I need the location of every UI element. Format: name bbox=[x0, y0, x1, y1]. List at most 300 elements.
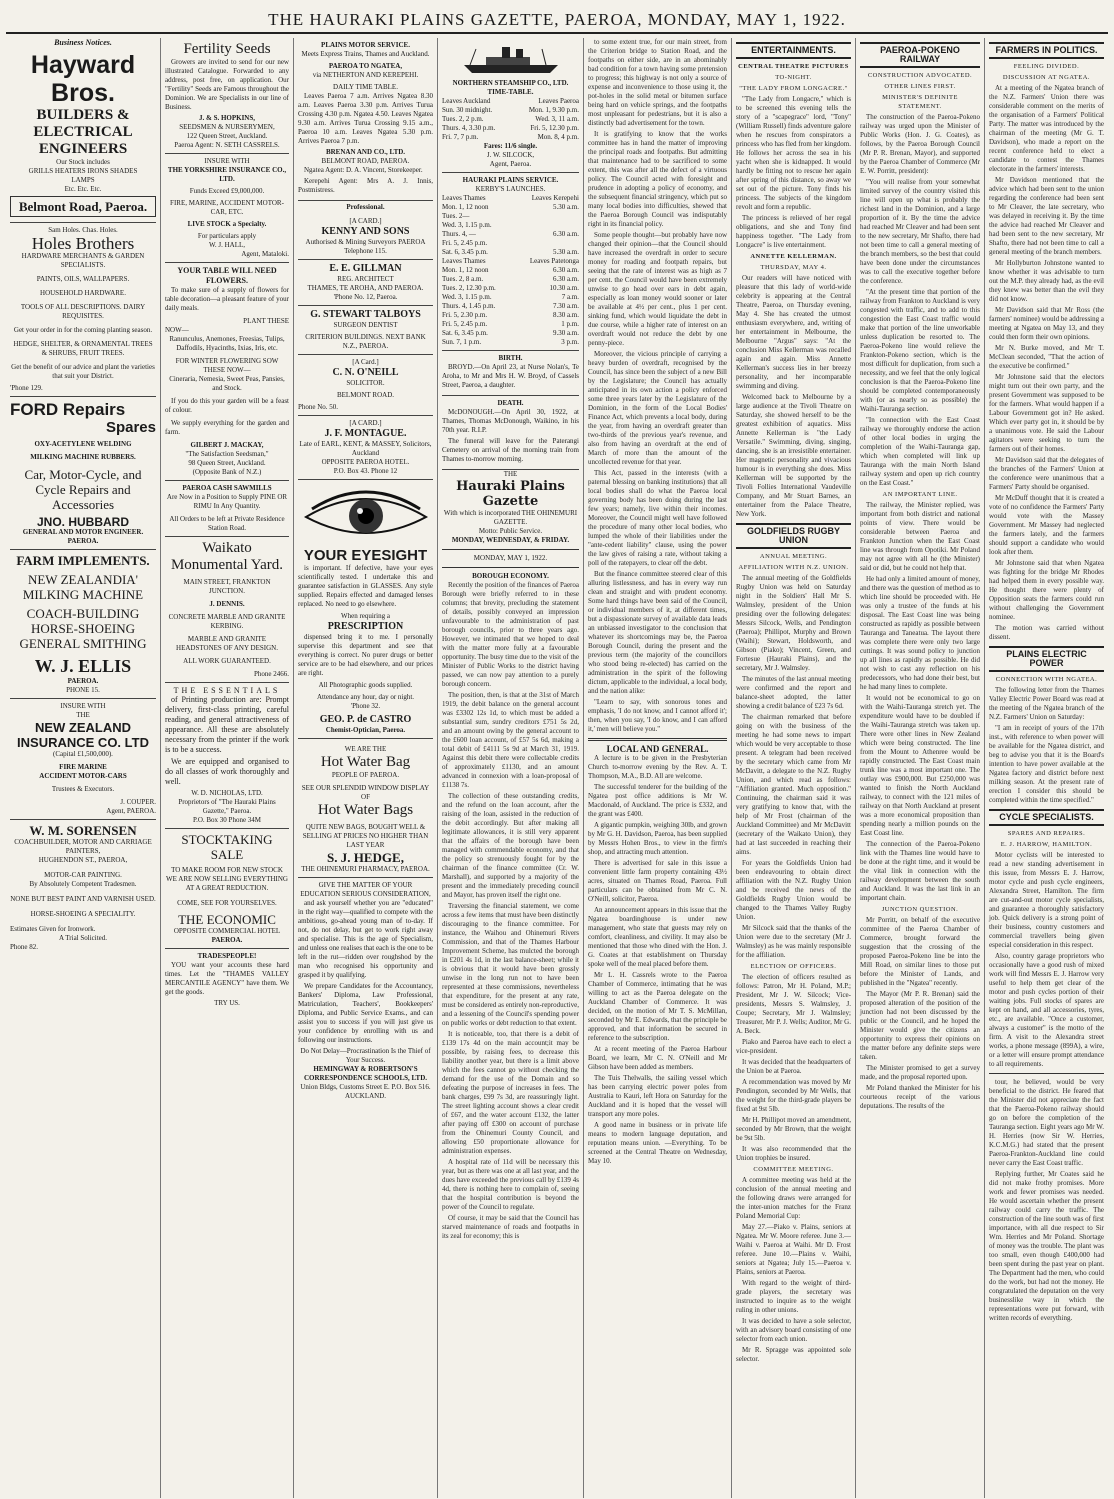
card-l2: Telephone 115. bbox=[344, 247, 387, 255]
flowers-winter: FOR WINTER FLOWERING SOW THESE NOW— bbox=[175, 357, 279, 374]
eye-l2: PRESCRIPTION bbox=[327, 621, 404, 632]
rugby-heading: GOLDFIELDS RUGBY UNION bbox=[736, 523, 851, 549]
rail-para: Mr Poland thanked the Minister for his courteous receipt of the various deputations. The results of the bbox=[860, 1084, 980, 1110]
stock-l4: PAEROA. bbox=[211, 936, 243, 944]
stock-economic: THE ECONOMIC bbox=[178, 912, 276, 927]
timetable-cell: Tues. 2— bbox=[442, 212, 470, 220]
timetable-row bbox=[442, 311, 579, 320]
editorial-continued bbox=[588, 38, 727, 734]
farm-name: W. J. ELLIS bbox=[34, 656, 132, 676]
motor-l7: Ngatea Agent: D. A. Vincent, Storekeeper. bbox=[304, 166, 423, 174]
farmers-sub2: DISCUSSION AT NGATEA. bbox=[1002, 74, 1091, 81]
insure-l1: INSURE WITH bbox=[60, 702, 106, 710]
columns bbox=[6, 38, 1108, 1498]
hayward-line2: ELECTRICAL bbox=[33, 124, 133, 140]
flowers-list2: Cineraria, Nemesia, Sweet Peas, Pansies, and Stock. bbox=[169, 375, 285, 392]
farmers-heading: FARMERS IN POLITICS. bbox=[989, 42, 1104, 59]
rugby-sub: ANNUAL MEETING. bbox=[759, 553, 828, 560]
education-ad bbox=[298, 878, 433, 1104]
timetable-row bbox=[442, 248, 579, 257]
card-kenny bbox=[298, 214, 433, 260]
card-l1: REG. ARCHITECT bbox=[337, 275, 394, 283]
fert-title: Fertility Seeds bbox=[183, 41, 271, 57]
eye-l5: Chemist-Optician, Paeroa. bbox=[325, 726, 406, 734]
timetable-row bbox=[442, 320, 579, 329]
waikato-name: J. DENNIS. bbox=[209, 600, 245, 608]
eyesight-ad bbox=[298, 480, 433, 739]
hayward-ad bbox=[10, 48, 156, 223]
annette-date: THURSDAY, MAY 4. bbox=[760, 264, 827, 271]
sorensen-l2: HUGHENDON ST., PAEROA, bbox=[38, 856, 128, 864]
hayward-address: Belmont Road, Paeroa. bbox=[10, 196, 156, 217]
edu-title: GIVE THE MATTER OF YOUR EDUCATION SERIOUS CONSIDERATION, bbox=[300, 881, 431, 898]
farm-l1: NEW ZEALANDIA' MILKING MACHINE bbox=[22, 572, 144, 602]
rugby-para: The election of officers resulted as follows: Patron, Mr H. Poland, M.P.; President, Mr J. W. Silcock; Vice-presidents, Messrs S. Walmsley, J. Coupe; Secretary, Mr J. Walmsley; Treasurer, Mr P. J. Wells; Auditor, Mr G. A. Beck. bbox=[736, 973, 851, 1035]
annette-para: Welcomed back to Melbourne by a large audience at the Tivoli Theatre on Saturday, she showed herself to be the greatest exhibition of aquatics. Miss Annette Kellerman is "the Lady Versatile." Swimming, diving, singing, dancing, she is an irresistible entertainer. Her magnetic personality and vivacious humour is in everything she does. Miss Kellerman will be supported by the Tivoli Follies International Vaudeville Company, and Mr Stuart Barnes, an entertainer from the Palace Theatre, New York. bbox=[736, 393, 851, 518]
timetable-cell: Mon. 8, 4 p.m. bbox=[537, 133, 579, 141]
yorkshire-ad bbox=[165, 154, 289, 263]
timetable-cell: 6.30 a.m. bbox=[552, 266, 579, 274]
motor-l8: Kerepehi Agent: Mrs A. J. Innis, Postmistress. bbox=[298, 177, 433, 194]
local-para: The Tuis Thelwalls, the sailing vessel which has been carrying electric power poles from Australia to Kauri, left Hora on Saturday for the Auckland and it is hoped that the vessel will transport any more poles. bbox=[588, 1074, 727, 1118]
ship-agent2: Agent, Paeroa. bbox=[489, 160, 532, 168]
timetable-cell: Sat. 6, 3.45 p.m. bbox=[442, 248, 488, 256]
timetable-cell: Thurs. 4, — bbox=[442, 230, 476, 238]
sorensen-l7: Estimates Given for Ironwork. bbox=[10, 925, 96, 933]
motor-l4: DAILY TIME TABLE. bbox=[333, 83, 398, 91]
hwb-name: S. J. HEDGE, bbox=[327, 850, 404, 865]
waikato-phone: Phone 2466. bbox=[254, 670, 289, 678]
rugby-para: The annual meeting of the Goldfields Rugby Union was held on Saturday night in the Soldiers' Hall Mr S. Walmsley, president of the Union presiding over the following delegates: Messrs Silcock, Wells, and Pendington (Paeroa); Phillipot, Murphy and Brown (Waihi); Stewart, Holdsworth, and Gibson (Piako); Vincent, Green, and Fortesue (Hauraki Plains), and the secretary, Mr J. Walmsley. bbox=[736, 574, 851, 672]
flowers-l2: We supply everything for the garden and farm. bbox=[165, 419, 289, 436]
hps-header-row bbox=[442, 194, 579, 203]
timetable-cell: 7.30 a.m. bbox=[552, 302, 579, 310]
motor-title: PLAINS MOTOR SERVICE. bbox=[321, 41, 410, 49]
rail-para: The construction of the Paeroa-Pokeno railway was urged upon the Minister of Public Works (Hon. J. G. Coates), as follows, by the Paeroa Borough Council (Mr P. R. Brenan, Mayor), and supported by the Paeroa Chamber of Commerce (Mr E. W. Porritt, president): bbox=[860, 113, 980, 175]
ford-l5: PAEROA. bbox=[67, 537, 99, 545]
editorial-para: Moreover, the vicious principle of carrying a heavy burden of overdraft, recognised by the Council, has since been the subject of a new Bill by the Legislature; the Council has actually anticipated in its own action a policy enforced some three years later by the Legislature of the Dominion, in the form of the Local Bodies' Finance Act, which prevents a local body, during the year, from having an overdraft greater than two-thirds of the previous year's revenue, and also from having an overdraft at the end of March of more than the amount of the uncollected revenue for that year. bbox=[588, 350, 727, 466]
waikato-title: Waikato Monumental Yard. bbox=[170, 540, 284, 573]
nz-insurance-ad bbox=[10, 699, 156, 820]
holes-l3: HOUSEHOLD HARDWARE. bbox=[40, 289, 126, 297]
timetable-row bbox=[442, 275, 579, 284]
farm-l3: PAEROA. bbox=[67, 677, 99, 685]
timetable-row bbox=[442, 115, 579, 124]
local-para: Mr L. H. Cassrels wrote to the Paeroa Chamber of Commerce, intimating that he was willing to act as the Paeroa delegate on the Auckland Chamber of Commerce. It was decided, on the motion of Mr T. S. McMillan, seconded by Mr E. Edwards, that the principle be approved, and that information be secured in reference to the subscription. bbox=[588, 971, 727, 1042]
power-para: The following letter from the Thames Valley Electric Power Board was read at the meeting of the Ngatea branch of the N.Z. Farmers' Union on Saturday: bbox=[989, 686, 1104, 721]
hwb-l2: PEOPLE OF PAEROA. bbox=[331, 771, 400, 779]
motor-body: Leaves Paeroa 7 a.m. Arrives Ngatea 8.30 a.m. Leaves Paeroa 3.30 p.m. Arrives Turua Crossing 4.30 p.m. Ngatea 4.50. Leaves Ngatea 9.30 a.m. Arrives Turua Crossing 9.15 a.m., Paeroa 10 a.m. Leaves Ngatea 5.30 p.m. Arrives Paeroa 7 p.m. bbox=[298, 92, 433, 145]
tradespeople-ad bbox=[165, 949, 289, 1011]
card-tag: [A CARD.] bbox=[349, 419, 382, 427]
hwb-l1: WE ARE THE bbox=[344, 745, 387, 753]
editorial-header bbox=[442, 470, 579, 581]
sorensen-ad bbox=[10, 820, 156, 955]
motor-l3: via NETHERTON AND KEREPEHI. bbox=[312, 71, 419, 79]
timetable-cell: Mon. 1, 12 noon bbox=[442, 203, 489, 211]
timetable-cell: Fri. 5, 2.30 p.m. bbox=[442, 311, 488, 319]
timetable-cell: Sun. 7, 1 p.m. bbox=[442, 338, 482, 346]
flowers-body: To make sure of a supply of flowers for table decoration—a pleasant feature of your daily meals. bbox=[165, 286, 289, 312]
editorial-para: It is gratifying to know that the works committee has in hand the matter of improving the principal roads and footpaths. But admitting that maintenance had to be sacrificed to some extent, this was after all the defect of a virtuous policy. The Council acted with foresight and prudence in adopting a policy of economy, and the subsequent financial stringency, which put so many local bodies into difficulties, shewed that the Paeroa Borough Council was indisputably right in its financial policy. bbox=[588, 130, 727, 228]
eye-l3: All Photographic goods supplied. bbox=[318, 681, 413, 689]
ent-para: "The Lady from Longacre," which is to be screened this evening tells the story of a "scapegrace" lord, "Tony" (William Russell) finds adventure galore when he rescues from conspirators a princess who has fled from her kingdom. He follows her across the sea in his yacht when she is kidnapped. It would hardly be fitting not to rescue her again after spring of this distance, so away we set out of the picture. Tony finds his princess. The subjects of the kingdom revolt and form a republic. bbox=[736, 95, 851, 211]
cycle-para: Also, country garage proprietors who occasionally have a good rush of mixed work will find Messrs E. J. Harrow very useful to help them get clear of the motor and push cycles portion of their waiting jobs. Full stocks of spares are kept on hand, and all accessories, tyres, etc., are available. "Once a customer, always a customer" is the motto of the firm. A visit to the Alexandra street works, a phone message (899A), a wire, or a letter will ensure prompt attendance to all requirements. bbox=[989, 952, 1104, 1068]
paper-the: THE bbox=[503, 470, 518, 478]
timetable-row bbox=[442, 203, 579, 212]
card-l2: THAMES, TE AROHA, AND PAEROA. bbox=[307, 284, 424, 292]
sorensen-l4: By Absolutely Competent Tradesmen. bbox=[29, 880, 137, 888]
rugby-body bbox=[736, 574, 851, 960]
rugby-para: A recommendation was moved by Mr Pendington, seconded by Mr Wells, that the weight for the third-grade players be fixed at 9st 5lb. bbox=[736, 1078, 851, 1113]
hayward-stock: Our Stock includes bbox=[56, 158, 110, 166]
timetable-cell: Tues. 2, 12.30 p.m. bbox=[442, 284, 496, 292]
rugby-para: The chairman remarked that before going on with the business of the meeting he had some news to impart which would be very acceptable to those present. A telegram had been received by the secretary which came from Mr McDavitt, a delegate to the N.Z. Rugby Union, and which read as follows: "Affiliation granted. Much opposition." Continuing, the chairman said it was very gratifying to know that, with the help of Mr Frost (chairman of the Auckland Committee) and Mr McDavitt (secretary of the Waikato Union), they had at last succeeded in reaching their aims. bbox=[736, 713, 851, 856]
rail-cont-para: Replying further, Mr Coates said he did not make frothy promises. More work and fewer promises was needed. He would ascertain whether the present railway could carry the traffic. The construction of the line south was of first importance, with all due respect to Sir Wm. Herries and Mr Poland. Shortage of money was the trouble. The plant was too small, even though £400,000 had been spent during the past year on plant. The Department had the men, who could do the work, but had not the money. He congratulated the deputation on the very businesslike way in which the representations were put forward, with written records of everything. bbox=[989, 1170, 1104, 1322]
farmers-body bbox=[989, 84, 1104, 642]
rail-para: He had only a limited amount of money, and there was the question of method as to which line should be proceeded with. He was only a trustee of the funds at his disposal. The East Coast line was being constructed as rapidly as possible between Tauranga and Taneatua. The layout there was complete there were only two large cuttings. It was sound policy to junction up all lines as rapidly as possible. He did not wish to cast any reflection on his predecessors, who had done their best, but he had many lines to complete. bbox=[860, 575, 980, 691]
timetable-cell: Sun. 30 midnight. bbox=[442, 106, 493, 114]
rail-imp-body bbox=[860, 501, 980, 903]
flowers-l4: 98 Queen Street, Auckland. bbox=[188, 459, 266, 467]
timetable-cell: Fri. 7, 7 p.m. bbox=[442, 133, 479, 141]
ent-tonight: TO-NIGHT. bbox=[775, 74, 812, 81]
rail-sub: CONSTRUCTION ADVOCATED. bbox=[867, 72, 973, 79]
ford-l4: GENERAL AND MOTOR ENGINEER. bbox=[22, 528, 144, 536]
eye-phone: 'Phone 32. bbox=[350, 702, 381, 710]
editorial-para: Recently the position of the finances of Paeroa Borough were briefly referred to in these columns; that brevity, precluding the statement of details, possibly conveyed an impression unfavourable to the administration of past borough councils, prior to three years ago. However, we intimated that we hoped to deal with the matter more fully at a favourable opportunity. The busy time due to the visit of the Minister of Public Works to the district having passed, we can now pay attention to a purely borough concern. bbox=[442, 581, 579, 688]
insure-l5: Trustees & Executors. bbox=[51, 785, 115, 793]
rugby-comm-body bbox=[736, 1176, 851, 1364]
ent-sub: CENTRAL THEATRE PICTURES bbox=[738, 63, 849, 70]
holes-l1: HARDWARE MERCHANTS & GARDEN SPECIALISTS. bbox=[21, 252, 145, 269]
timetable-cell: Wed. 3, 1.15 p.m. bbox=[442, 221, 492, 229]
column-7 bbox=[856, 38, 985, 1498]
flowers-plant: PLANT THESE bbox=[243, 317, 289, 325]
rugby-para: For years the Goldfields Union had been endeavouring to obtain direct affiliation with the N.Z. Rugby Union and be received the news of the Goldfields Rugby Union would be changed to the Thames Valley Rugby Union. bbox=[736, 859, 851, 921]
timetable-row bbox=[442, 329, 579, 338]
hps-l1: KERBY'S LAUNCHES. bbox=[475, 185, 546, 193]
ford-l3: Car, Motor-Cycle, and Cycle Repairs and Accessories bbox=[24, 467, 142, 512]
ent-body bbox=[736, 95, 851, 250]
rail-sub2: OTHER LINES FIRST. bbox=[884, 83, 956, 90]
sorensen-l1: COACHBUILDER, MOTOR AND CARRIAGE PAINTERS, bbox=[14, 838, 152, 855]
insure-l4: ACCIDENT MOTOR-CARS bbox=[39, 772, 127, 780]
local-para: A lecture is to be given in the Presbyterian Church to-morrow evening by the Rev. A. T. Thompson, M.A., B.D. All are welcome. bbox=[588, 754, 727, 780]
hps-h1: Leaves Thames bbox=[442, 194, 486, 202]
editorial-para: This Act, passed in the interests (with a paternal blessing on banking institutions) that all local bodies shall do what the Paeroa local governing body has been doing during the last few years; namely, live within their incomes. Moreover, the Council might well have followed the procedure of many other local bodies, who lumped the whole of their liabilities under the "ante-cedent liability" clause, using the power the law gives of raising a rate, without taking a poll of the ratepayers, to clear off the debt. bbox=[588, 469, 727, 567]
local-para: A gigantic pumpkin, weighing 30lb, and grown by Mr G. H. Davidson, Paeroa, has been supplied by Messrs Hohen Bros., to view in the firm's shop, and attracting much attention. bbox=[588, 821, 727, 856]
card-gillman bbox=[298, 260, 433, 306]
stock-l2: COME, SEE FOR YOURSELVES. bbox=[177, 899, 277, 907]
timetable-row bbox=[442, 221, 579, 230]
card-name: C. N. O'NEILL bbox=[332, 367, 399, 378]
farm-l2: COACH-BUILDING HORSE-SHOEING GENERAL SMITHING bbox=[19, 606, 147, 651]
card-l2: CRITERION BUILDINGS. NEXT BANK N.Z., PAEROA. bbox=[305, 333, 426, 350]
stock-l3: OPPOSITE COMMERCIAL HOTEL bbox=[173, 927, 281, 935]
flowers-ad bbox=[165, 263, 289, 481]
column-3 bbox=[294, 38, 438, 1498]
timetable-cell: Leaves Patetonga bbox=[529, 257, 579, 265]
hps-h2: Leaves Kerepehi bbox=[531, 194, 579, 202]
paper-date: MONDAY, MAY 1, 1922. bbox=[473, 554, 548, 562]
fert-firm2: SEEDSMEN & NURSERYMEN, bbox=[179, 123, 275, 131]
editorial-body bbox=[442, 581, 579, 1241]
timetable-cell: Leaves Thames bbox=[442, 257, 486, 265]
waikato-monumental-ad bbox=[165, 537, 289, 683]
rugby-para: A committee meeting was held at the conclusion of the annual meeting and the following draws were arranged for the inter-union matches for the Franz Poland Memorial Cup: bbox=[736, 1176, 851, 1220]
sawmills-l1: Are Now in a Position to Supply PINE OR RIMU In Any Quantity. bbox=[166, 493, 288, 510]
birth-notice bbox=[442, 351, 579, 396]
farmers-para: Mr Johnstone said that the electors might turn out their own party, and the present Government was supposed to be for the farmers. What would happen if a Labour Government got in? He asked. Which ever party got in, it should be by a unanimous vote. He said the Labour agitators were seeking to turn the farmers out of their homes. bbox=[989, 373, 1104, 453]
rail-sub3: MINISTER'S DEFINITE STATEMENT. bbox=[882, 94, 958, 110]
steamship-icon bbox=[442, 45, 579, 75]
waikato-l5: ALL WORK GUARANTEED. bbox=[183, 657, 271, 665]
rail-imp-heading: AN IMPORTANT LINE. bbox=[882, 491, 958, 498]
card-tag: [A Card.] bbox=[352, 358, 379, 366]
sorensen-phone: Phone 82. bbox=[10, 943, 38, 951]
timetable-cell: Fri. 5, 12.30 p.m. bbox=[530, 124, 579, 132]
farm-l4: PHONE 15. bbox=[66, 686, 100, 694]
rugby-para: It was decided that the headquarters of the Union be at Paeroa. bbox=[736, 1058, 851, 1075]
holes-phone: 'Phone 129. bbox=[10, 384, 43, 392]
rail-para: The railway, the Minister replied, was important from both district and national points of view. There would be considerable between Paeroa and Frankton Junction when the East Coast line was through from Opotiki. Mr Poland may not agree with all he (the Minister) said or did, but he could not help that. bbox=[860, 501, 980, 572]
ford-ad bbox=[10, 397, 156, 550]
editorial-para: to some extent true, for our main street, from the Criterion bridge to Station Road, and the footpaths on either side, are in an abominably bad condition for a town having some pretension to progress; this highway is not only a source of expense and inconvenience to those using it, the pot-holes in the solid metal or bitumen surface being hard on vehicle springs, and the footpaths most unpleasant for pedestrians, but it is also a distinctly bad advertisement for the town. bbox=[588, 38, 727, 127]
rail-cont-para: tour, he believed, would be very beneficial to the district. He feared that the Minister did not appreciate the fact that the Paeroa-Pokeno railway should go on before the completion of the Tauranga section. Eight years ago Mr W. H. Herries (now Sir W. Herries, K.C.M.G.) had stated that the present Paeroa-Frankton-Auckland line could never carry the East Coast traffic. bbox=[989, 1078, 1104, 1167]
york-l6: For particulars apply bbox=[197, 232, 257, 240]
ship-agent: J. W. SILCOCK, bbox=[486, 151, 535, 159]
timetable-row bbox=[442, 212, 579, 221]
farmers-para: The motion was carried without dissent. bbox=[989, 624, 1104, 641]
professional-heading: Professional. bbox=[346, 203, 385, 211]
hwb-t1: Hot Water Bag bbox=[320, 754, 411, 770]
timetable-cell: Fri. 5, 2.45 p.m. bbox=[442, 239, 488, 247]
rugby-sub2: AFFILIATION WITH N.Z. UNION. bbox=[738, 564, 849, 571]
eye-l1: When requiring a bbox=[341, 612, 390, 620]
column-5 bbox=[584, 38, 732, 1498]
timetable-row bbox=[442, 284, 579, 293]
timetable-cell: Mon. 1, 12 noon bbox=[442, 266, 489, 274]
insure-capital: (Capital £1,500,000). bbox=[53, 750, 113, 758]
rail-para: The connection of the Paeroa-Pokeno link with the Thames line would have to be done at the right time, and it would be the vital link in connection with the railway development between the south and Auckland. It was the last link in an important chain. bbox=[860, 840, 980, 902]
timetable-cell: Sat. 6, 3.45 p.m. bbox=[442, 329, 488, 337]
holes-name: Holes Brothers bbox=[31, 234, 135, 253]
farmers-para: Mr Davidson said that Mr Ross (the farmers' nominee) would be addressing a meeting at Ngatea on May 13, and they could then form their own opinions. bbox=[989, 306, 1104, 341]
card-l1: Authorised & Mining Surveyors PAEROA bbox=[305, 238, 426, 246]
plains-motor-ad bbox=[298, 38, 433, 201]
essentials-ad bbox=[165, 683, 289, 829]
york-l3: Funds Exceed £9,000,000. bbox=[189, 187, 265, 195]
card-name: E. E. GILLMAN bbox=[329, 263, 402, 274]
farmers-para: Mr Davidson said that the delegates of the branches of the Farmers' Union at the conference were unanimous that a Farmers' Party should be organised. bbox=[989, 456, 1104, 491]
timetable-row bbox=[442, 124, 579, 133]
essentials-body: of Printing production are: Prompt delivery, first-class printing, careful reading, and general attractiveness of appearance. All these are absolutely necessary from the printer if the work is to be a success. bbox=[165, 695, 289, 754]
rail-junc-heading: JUNCTION QUESTION. bbox=[881, 906, 959, 913]
hayward-name: Hayward Bros. bbox=[30, 51, 136, 107]
flowers-l3: "The Satisfaction Seedsman," bbox=[185, 450, 269, 458]
holes-ad bbox=[10, 223, 156, 397]
waikato-l2: JUNCTION. bbox=[209, 587, 245, 595]
fert-agent: Paeroa Agent: N. SETH CASSRELS. bbox=[174, 141, 280, 149]
waikato-l4: MARBLE AND GRANITE HEADSTONES OF ANY DESIGN. bbox=[176, 635, 278, 652]
eye-body2: dispensed bring it to me. I personally supervise this department and see that everything is correct. No purer drugs or better service are to be had elsewhere, and our prices are right. bbox=[298, 633, 433, 677]
timetable-cell: Wed. 3, 1.15 p.m. bbox=[442, 293, 492, 301]
insure-title: NEW ZEALAND INSURANCE CO. LTD bbox=[17, 720, 149, 750]
card-name: KENNY AND SONS bbox=[321, 226, 410, 237]
eye-title: YOUR EYESIGHT bbox=[303, 547, 428, 564]
rail-body bbox=[860, 113, 980, 488]
annette-body bbox=[736, 274, 851, 519]
power-body bbox=[989, 686, 1104, 805]
hayward-etc: Etc. Etc. Etc. bbox=[64, 185, 102, 193]
hwb-t2: Hot Water Bags bbox=[317, 802, 414, 818]
local-general-body bbox=[588, 754, 727, 1166]
rugby-para: Mr R. Spragge was appointed sole selector. bbox=[736, 1346, 851, 1363]
rail-para: Mr Porritt, on behalf of the executive committee of the Paeroa Chamber of Commerce, brought forward the suggestion that the crossing of the proposed Paeroa-Pokeno line be into the Mill Road, on similar lines to those put before the Minister of Lands, and published in the "Ngatea" recently. bbox=[860, 916, 980, 987]
trades-end: TRY US. bbox=[214, 999, 240, 1007]
essentials-box: P.O. Box 30 Phone 34M bbox=[192, 816, 262, 824]
hayward-line3: ENGINEERS bbox=[38, 141, 128, 157]
death-title: DEATH. bbox=[497, 399, 524, 407]
motor-l6: BELMONT ROAD, PAEROA. bbox=[321, 157, 410, 165]
stocktaking-ad bbox=[165, 829, 289, 949]
electric-power-heading: PLAINS ELECTRIC POWER bbox=[989, 646, 1104, 672]
timetable-cell: Fri. 5, 2.45 p.m. bbox=[442, 320, 488, 328]
york-name: W. J. HALL, bbox=[208, 241, 246, 249]
ship-fares: Fares: 11/6 single. bbox=[483, 142, 538, 150]
rail-para: It would not be economical to go on with the Waihi-Tauranga stretch yet. The expenditure would have to be doubled if the Waihi-Tauranga stretch was taken up. There were other lines in New Zealand which were being constructed. The line from the Mount to Athenree would be rapidly constructed. The East Coast main trunk line was a most important one. The outlay was £900,000. But £250,000 was wanted to finish the North Auckland railway, to connect with the 121 miles of railway on that North Auckland at present was a more economical proposition than spending nearly a million pounds on the East Coast line. bbox=[860, 694, 980, 837]
editorial-para: The position, then, is that at the 31st of March 1919, the debit balance on the general account was £3302 12s 1d, to which must be added a substantial sum, sundry creditors £751 5s 2d, and an amount owing by the general account to the £600 loan account, of £57 5s 6d, making a total debit of £4111 5s 9d at March 31, 1919. Against this debit there were collectable credits of approximately £1130, and an amount advanced in connexion with a loan-proposal of £1138 7s. bbox=[442, 691, 579, 789]
masthead: THE HAURAKI PLAINS GAZETTE, PAEROA, MONDAY, MAY 1, 1922. bbox=[6, 4, 1108, 34]
death-body2: The funeral will leave for the Paterangi Cemetery on arrival of the morning train from Thames to-morrow morning. bbox=[442, 437, 579, 463]
farmers-para: At a meeting of the Ngatea branch of the N.Z. Farmers' Union there was considerable comment on the merits of the organisation of a Farmers' Political Party. The matter was introduced by the chairman of the meeting (Mr G. T. Davidson), who made a report on the recent conference held to elect a candidate to contest the Thames electorate in the farmers' interests. bbox=[989, 84, 1104, 173]
edu-body: and ask yourself whether you are "educated" in the right way—qualified to compete with the ambitious, go-ahead young man of to-day. If not, do not delay, but get to work right away and specialise. This is the age of Specialism, and unless one realises that each is the one to be left in the rut—ridden over roughshod by the man who recognised his opportunity and grasped it by qualifying. bbox=[298, 899, 433, 979]
ship-h1: Leaves Auckland bbox=[442, 97, 491, 105]
eye-icon bbox=[298, 487, 433, 543]
sorensen-l3: MOTOR-CAR PAINTING. bbox=[44, 871, 122, 879]
timetable-cell: 3 p.m. bbox=[561, 338, 579, 346]
stock-l1: TO MAKE ROOM FOR NEW STOCK WE ARE NOW SELLING EVERYTHING AT A GREAT REDUCTION. bbox=[166, 866, 288, 892]
sawmills-title: PAEROA CASH SAWMILLS bbox=[182, 484, 272, 492]
ship-timetable: TIME-TABLE. bbox=[487, 88, 534, 96]
fertility-seeds-ad bbox=[165, 38, 289, 154]
insure-l2: THE bbox=[76, 711, 90, 719]
timetable-cell: Wed. 3, 11 a.m. bbox=[535, 115, 579, 123]
card-tag: [A CARD.] bbox=[349, 217, 382, 225]
card-oneill bbox=[298, 355, 433, 416]
card-l1: Late of EARL, KENT, & MASSEY, Solicitors, Auckland bbox=[299, 440, 432, 457]
hps-title: HAURAKI PLAINS SERVICE. bbox=[462, 176, 559, 184]
column-2 bbox=[161, 38, 294, 1498]
holes-l2: PAINTS, OILS, WALLPAPERS. bbox=[36, 275, 130, 283]
farm-title: FARM IMPLEMENTS. bbox=[16, 553, 150, 568]
edu-body2: We prepare Candidates for the Accountancy, Bankers' Diploma, Law Professional, Matriculation, Teachers', Bookkeepers' Diploma, and Public Service Exams., and can assist you to success if you will just give us your confidence by enrolling with us and following our instructions. bbox=[298, 982, 433, 1044]
rugby-para: May 27.—Piako v. Plains, seniors at Ngatea. Mr W. Moore referee. June 3.—Waihi v. Paeroa at Waihi. Mr D. Frost referee. June 10.—Plains v. Waihi, seniors at Ngatea; July 15.—Paeroa v. Plains, seniors at Paeroa. bbox=[736, 1223, 851, 1276]
local-para: The successful tenderer for the building of the Ngatea post office additions is Mr W. Macdonald, of Auckland. The price is £332, and the grant was £400. bbox=[588, 783, 727, 818]
paper-title: Hauraki Plains Gazette bbox=[456, 479, 565, 509]
waikato-l3: CONCRETE MARBLE AND GRANITE KERBING. bbox=[168, 613, 286, 630]
rail-para: The Mayor (Mr P. R. Brenan) said the proposed alteration of the position of the junction had not been discussed by the public or the Council, and he hoped the Minister would give the citizens an opportunity to express their opinions on the matter before any definite steps were taken. bbox=[860, 990, 980, 1061]
sawmills-l2: All Orders to be left at Private Residence Station Road. bbox=[169, 515, 285, 532]
holes-l6: HEDGE, SHELTER, & ORNAMENTAL TREES & SHRUBS, FRUIT TREES. bbox=[13, 340, 153, 357]
hot-water-bag-ad bbox=[298, 739, 433, 878]
timetable-row bbox=[442, 293, 579, 302]
trades-title: TRADESPEOPLE! bbox=[197, 952, 257, 960]
edu-firm: HEMINGWAY & ROBERTSON'S CORRESPONDENCE SCHOOLS, LTD. bbox=[303, 1065, 428, 1082]
birth-body: BROYD.—On April 23, at Nurse Nolan's, Te Aroha, to Mr and Mrs H. W. Broyd, of Cassels Street, Paeroa, a daughter. bbox=[442, 363, 579, 389]
ship-h2: Leaves Paeroa bbox=[538, 97, 579, 105]
card-l3: P.O. Box 43. Phone 12 bbox=[333, 467, 398, 475]
holes-names: Sam Holes. Chas. Holes. bbox=[48, 226, 118, 234]
timetable-cell: Thurs. 4, 3.30 p.m. bbox=[442, 124, 496, 132]
timetable-cell: 6.30 a.m. bbox=[552, 275, 579, 283]
timetable-cell: Tues. 2, 8 a.m. bbox=[442, 275, 484, 283]
holes-l4: TOOLS OF ALL DESCRIPTIONS. DAIRY REQUISITES. bbox=[20, 303, 146, 320]
editorial-para: But the finance committee steered clear of this alluring listlessness, and has in every way run clean and straight and with prudent economy. Some hard things have been said of the Council, or individual members of it, at different times, but a dispassionate survey of available data leads an unbiassed investigator to the conclusion that whatever its shortcomings may be, the Paeroa Borough Council, during the present and the previous term (the majority of the councillors who stood being re-elected) has carried on the administration in the spirit of the following dictum, applicable to the individual, a local body, and the nation alike: bbox=[588, 570, 727, 695]
farmers-para: Mr N. Burke moved, and Mr T. McClean seconded, "That the action of the executive be confirmed." bbox=[989, 344, 1104, 370]
farmers-para: Mr Johnstone said that when Ngatea was fighting for the bridge Mr Rhodes had helped them in every possible way. He thought there were plenty of Opposition seats the farmers could run without challenging the Government nominee. bbox=[989, 559, 1104, 621]
ford-l1: OXY-ACETYLENE WELDING bbox=[34, 440, 132, 448]
york-l7: Agent, Mataloki. bbox=[241, 250, 289, 258]
card-montague bbox=[298, 416, 433, 480]
essentials-l1: We are equipped and organised to do all classes of work thoroughly and well. bbox=[165, 757, 289, 786]
waikato-l1: MAIN STREET, FRANKTON bbox=[183, 578, 271, 586]
card-l2: OPPOSITE PAEROA HOTEL. bbox=[321, 458, 410, 466]
timetable-row bbox=[442, 133, 579, 142]
timetable-cell: 8.30 a.m. bbox=[552, 311, 579, 319]
flowers-list1: Ranunculus, Anemones, Freesias, Tulips, Daffodils, Hyacinths, Ixias, Iris, etc. bbox=[169, 335, 285, 352]
death-body: McDONOUGH.—On April 30, 1922, at Thames, Thomas McDonough, Waikino, in his 70th year. R.I.P. bbox=[442, 408, 579, 434]
rugby-para: It was decided to have a sole selector, with an advisory board consisting of one selector from each union. bbox=[736, 1317, 851, 1343]
ford-title: FORD Repairs bbox=[10, 400, 126, 419]
birth-title: BIRTH. bbox=[498, 354, 523, 362]
timetable-row bbox=[442, 239, 579, 248]
paper-l3: MONDAY, WEDNESDAY, & FRIDAY. bbox=[451, 536, 570, 544]
timetable-cell: Tues. 2, 2 p.m. bbox=[442, 115, 484, 123]
eye-body: is important. If defective, have your eyes scientifically tested. I undertake this and guarantee satisfaction in GLASSES. Any style supplied. Repairs effected and damaged lenses replaced. No need to go elsewhere. bbox=[298, 564, 433, 608]
local-general-heading: LOCAL AND GENERAL. bbox=[606, 744, 709, 754]
column-4 bbox=[438, 38, 584, 1498]
card-l3: Phone No. 50. bbox=[298, 403, 339, 411]
york-l5: LIVE STOCK a Specialty. bbox=[187, 220, 267, 228]
ship-rows bbox=[442, 106, 579, 142]
ford-l2: MILKING MACHINE RUBBERS. bbox=[30, 453, 136, 461]
card-l1: SOLICITOR. bbox=[346, 379, 385, 387]
sorensen-l5: NONE BUT BEST PAINT AND VARNISH USED. bbox=[10, 895, 156, 903]
column-8 bbox=[985, 38, 1108, 1498]
timetable-cell: 7 a.m. bbox=[561, 293, 579, 301]
insure-l3: FIRE MARINE bbox=[59, 763, 107, 771]
editorial-para: Some people thought—but probably have now changed their opinion—that the Council should have increased the overdraft in order to secure money for roading and footpath repairs, but seeing that the rate of interest was as high as 7 per cent. the Council would have been extremely unwise to go head over ears in debt again, especially as loan money would sooner or later be available at 4½ per cent., plus 1 per cent. sinking fund, which would liquidate the debt in due course, while a higher rate of interest on an overdraft would not reduce the debt by one penny-piece. bbox=[588, 231, 727, 347]
york-l2: THE YORKSHIRE INSURANCE CO., LTD. bbox=[167, 166, 287, 183]
cycle-para: Motor cyclists will be interested to read a new standing advertisement in this issue, from Messrs E. J. Harrow, motor cycle and push cycle engineers, Alexandra Street, Hamilton. The firm are cut-and-out motor cycle specialists, and guarantee a thoroughly satisfactory job. Quick delivery is a strong point of their business, country customers and commercial travellers being given especial consideration in this respect. bbox=[989, 851, 1104, 949]
motor-l1: Meets Express Trains, Thames and Auckland. bbox=[301, 50, 430, 58]
card-name: J. F. MONTAGUE. bbox=[324, 428, 407, 439]
hayward-line1: BUILDERS & bbox=[36, 107, 130, 123]
fert-addr: 122 Queen Street, Auckland. bbox=[186, 132, 268, 140]
trades-body: YOU want your accounts these hard times. Let the "THAMES VALLEY MERCANTILE AGENCY" have them. We get the goods. bbox=[165, 961, 289, 996]
local-para: An announcement appears in this issue that the Ngatea boardinghouse is under new management, who state that guests may rely on comfort, cleanliness, and civility. It may also be mentioned that those who dined with the Hon. J. G. Coates at that establishment on Thursday spoke well of the meal placed before them. bbox=[588, 906, 727, 968]
farmers-para: Mr Davidson mentioned that the advice which had been sent to the union regarding the conference had been sent to Mr Cleaver, the late secretary, who was delayed in receiving it. By the time the advice had reached Mr Cleaver and had been sent to the new secretary, Mr Shafto, there had not been time to call a general meeting of the branch members. bbox=[989, 176, 1104, 256]
power-para: "I am in receipt of yours of the 17th inst., with reference to when power will be available for the Ngatea district, and beg to advise you that it is the Board's intention to have power available at the Ngatea factory and district before next milking season. At the present rate of erection I consider this should be completed within the time specified." bbox=[989, 724, 1104, 804]
hayward-items: GRILLS HEATERS IRONS SHADES LAMPS bbox=[28, 167, 138, 184]
entertainments-heading: ENTERTAINMENTS. bbox=[736, 42, 851, 59]
sorensen-l8: A Trial Solicited. bbox=[58, 934, 108, 942]
timetable-cell: 1 p.m. bbox=[561, 320, 579, 328]
editorial-para: The collection of these outstanding credits, and the refund on the loan account, after the raising of the loan, assisted in the reduction of the debit accordingly. But after making all legitimate allowances, it is still very apparent that the affairs of the borough have been managed with commendable economy, and that the policy so strenuously fought for by the chairman of the finance committee (Cr. W. Marshall), and supported by a majority of the present and the immediately preceding council and Mayor, has proven itself the right one. bbox=[442, 792, 579, 899]
hwb-l4: QUITE NEW BAGS, BOUGHT WELL & SELLING AT PRICES NO HIGHER THAN LAST YEAR bbox=[302, 823, 429, 849]
